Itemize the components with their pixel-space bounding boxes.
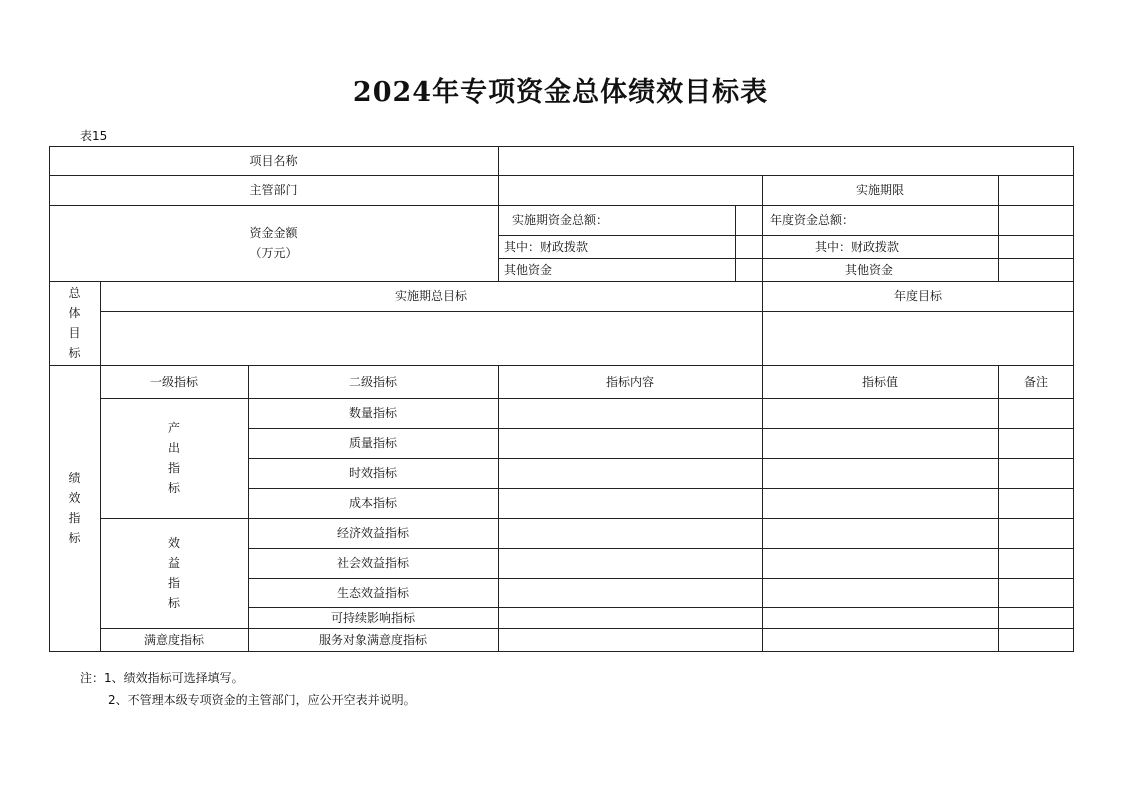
header-remark: 备注 bbox=[1023, 374, 1048, 389]
benefit-char: 效 bbox=[167, 536, 180, 550]
service-satisfaction-indicator: 服务对象满意度指标 bbox=[318, 632, 427, 647]
header-level2: 二级指标 bbox=[348, 374, 397, 389]
fiscal-label-annual: 其中：财政拨款 bbox=[814, 239, 899, 254]
overall-goal-char: 目 bbox=[68, 326, 81, 340]
notes bbox=[80, 667, 416, 711]
total-fund-label: 实施期资金总额： bbox=[512, 213, 609, 227]
note-line-2: 2、不管理本级专项资金的主管部门，应公开空表并说明。 bbox=[108, 693, 416, 707]
quality-indicator: 质量指标 bbox=[348, 436, 397, 450]
other-fund-label-period: 其他资金 bbox=[504, 262, 553, 277]
output-char: 出 bbox=[167, 441, 180, 455]
annual-goal-value[interactable] bbox=[762, 311, 1074, 365]
page-title: 2024年专项资金总体绩效目标表 bbox=[352, 77, 769, 108]
quantity-indicator: 数量指标 bbox=[348, 406, 397, 420]
table-number: 表15 bbox=[80, 129, 108, 143]
performance-indicators-label bbox=[49, 365, 100, 651]
sustainable-impact-indicator: 可持续影响指标 bbox=[330, 610, 415, 625]
total-fund-value[interactable] bbox=[735, 205, 762, 235]
project-name-value[interactable] bbox=[498, 146, 1074, 175]
overall-goal-char: 标 bbox=[68, 346, 81, 360]
fund-amount-label-line1: 资金金额 bbox=[249, 226, 298, 240]
period-goal-value[interactable] bbox=[100, 311, 762, 365]
note-line-1: 注：1、绩效指标可选择填写。 bbox=[80, 671, 244, 685]
header-content: 指标内容 bbox=[605, 374, 654, 389]
economic-benefit-indicator: 经济效益指标 bbox=[336, 526, 409, 540]
output-char: 指 bbox=[167, 461, 180, 475]
fund-amount-label bbox=[49, 205, 498, 281]
project-name-label: 项目名称 bbox=[249, 153, 298, 168]
output-char: 产 bbox=[167, 421, 180, 435]
cost-indicator: 成本指标 bbox=[348, 496, 397, 510]
performance-char: 效 bbox=[68, 491, 81, 505]
fiscal-label-period: 其中：财政拨款 bbox=[504, 239, 589, 254]
annual-goal-label: 年度目标 bbox=[893, 289, 942, 303]
benefit-char: 标 bbox=[167, 596, 180, 610]
period-goal-label: 实施期总目标 bbox=[394, 289, 467, 303]
social-benefit-indicator: 社会效益指标 bbox=[336, 556, 409, 570]
timeliness-indicator: 时效指标 bbox=[348, 466, 397, 480]
other-fund-value-annual[interactable] bbox=[998, 258, 1074, 281]
other-fund-label-annual: 其他资金 bbox=[844, 262, 893, 277]
ecological-benefit-indicator: 生态效益指标 bbox=[336, 585, 409, 600]
performance-char: 指 bbox=[68, 511, 81, 525]
performance-char: 绩 bbox=[68, 471, 81, 485]
performance-char: 标 bbox=[68, 531, 81, 545]
fund-amount-label-line2: （万元） bbox=[249, 246, 298, 260]
period-label: 实施期限 bbox=[855, 183, 904, 197]
benefit-char: 益 bbox=[167, 556, 180, 570]
overall-goal-label bbox=[49, 281, 100, 365]
dept-label: 主管部门 bbox=[249, 183, 298, 197]
header-level1: 一级指标 bbox=[149, 374, 198, 389]
period-value[interactable] bbox=[998, 175, 1074, 205]
annual-fund-label: 年度资金总额： bbox=[770, 213, 855, 227]
dept-value[interactable] bbox=[498, 175, 762, 205]
benefit-char: 指 bbox=[167, 576, 180, 590]
fiscal-value-annual[interactable] bbox=[998, 235, 1074, 258]
annual-fund-value[interactable] bbox=[998, 205, 1074, 235]
output-indicators-label bbox=[100, 398, 248, 518]
overall-goal-char: 体 bbox=[68, 306, 81, 320]
satisfaction-indicators-label: 满意度指标 bbox=[143, 632, 204, 647]
output-char: 标 bbox=[167, 481, 180, 495]
other-fund-value-period[interactable] bbox=[735, 258, 762, 281]
header-value: 指标值 bbox=[861, 374, 898, 389]
benefit-indicators-label bbox=[100, 518, 248, 628]
overall-goal-char: 总 bbox=[68, 286, 81, 300]
fiscal-value-period[interactable] bbox=[735, 235, 762, 258]
